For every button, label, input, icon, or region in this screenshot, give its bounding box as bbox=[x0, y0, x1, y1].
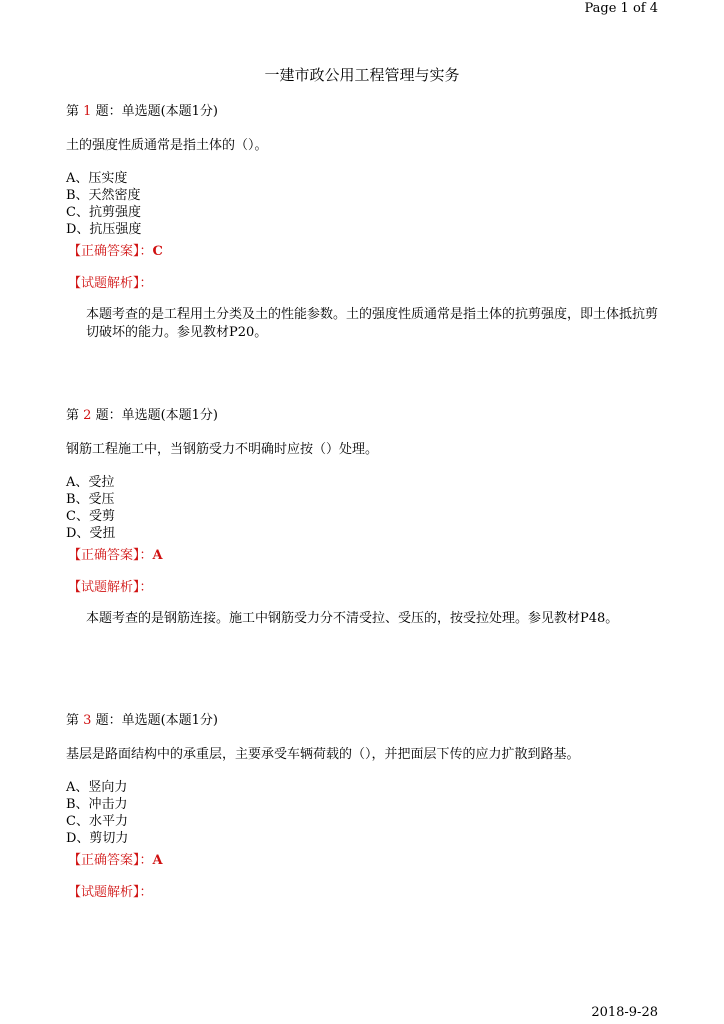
option-b: B、冲击力 bbox=[66, 797, 128, 812]
answer-value: A bbox=[152, 548, 163, 563]
question-header bbox=[66, 709, 218, 728]
answer-value: A bbox=[152, 853, 163, 868]
question-header bbox=[66, 404, 218, 423]
question-prefix: 第 bbox=[66, 104, 80, 119]
option-d: D、剪切力 bbox=[66, 831, 129, 846]
option-c: C、水平力 bbox=[66, 814, 128, 829]
question-text: 基层是路面结构中的承重层，主要承受车辆荷载的（），并把面层下传的应力扩散到路基。 bbox=[66, 747, 580, 762]
question-prefix: 第 bbox=[66, 713, 80, 728]
explanation-label: 【试题解析】： bbox=[68, 276, 153, 291]
option-c: C、抗剪强度 bbox=[66, 205, 141, 220]
option-d: D、受扭 bbox=[66, 526, 116, 541]
option-list bbox=[66, 779, 128, 847]
document-title: 一建市政公用工程管理与实务 bbox=[264, 66, 460, 84]
option-b: B、受压 bbox=[66, 492, 115, 507]
explanation-text: 本题考查的是钢筋连接。施工中钢筋受力分不清受拉、受压的，按受拉处理。参见教材P48。 bbox=[86, 611, 619, 626]
option-list bbox=[66, 170, 141, 238]
question-type: 题：单选题(本题1分) bbox=[95, 408, 218, 423]
answer-value: C bbox=[152, 244, 163, 259]
option-a: A、受拉 bbox=[66, 475, 115, 490]
correct-answer bbox=[68, 544, 163, 563]
option-list bbox=[66, 474, 115, 542]
correct-answer bbox=[68, 849, 163, 868]
explanation-label: 【试题解析】： bbox=[68, 580, 153, 595]
option-a: A、竖向力 bbox=[66, 780, 128, 795]
option-b: B、天然密度 bbox=[66, 188, 141, 203]
option-d: D、抗压强度 bbox=[66, 222, 142, 237]
answer-label: 【正确答案】： bbox=[68, 548, 153, 563]
question-number: 3 bbox=[83, 713, 92, 728]
explanation-text: 本题考查的是工程用土分类及土的性能参数。土的强度性质通常是指土体的抗剪强度，即土体抵抗剪切破坏的能力。参见教材P20。 bbox=[86, 307, 659, 340]
question-header bbox=[66, 100, 218, 119]
answer-label: 【正确答案】： bbox=[68, 244, 153, 259]
option-a: A、压实度 bbox=[66, 171, 128, 186]
question-type: 题：单选题(本题1分) bbox=[95, 713, 218, 728]
question-text: 钢筋工程施工中，当钢筋受力不明确时应按（）处理。 bbox=[66, 442, 379, 457]
question-text: 土的强度性质通常是指土体的（）。 bbox=[66, 138, 268, 153]
question-prefix: 第 bbox=[66, 408, 80, 423]
question-number: 2 bbox=[83, 408, 92, 423]
question-number: 1 bbox=[83, 104, 92, 119]
answer-label: 【正确答案】： bbox=[68, 853, 153, 868]
footer-date: 2018-9-28 bbox=[591, 1005, 658, 1020]
explanation-label: 【试题解析】： bbox=[68, 885, 153, 900]
question-type: 题：单选题(本题1分) bbox=[95, 104, 218, 119]
page-number: Page 1 of 4 bbox=[584, 1, 658, 16]
correct-answer bbox=[68, 240, 163, 259]
option-c: C、受剪 bbox=[66, 509, 115, 524]
